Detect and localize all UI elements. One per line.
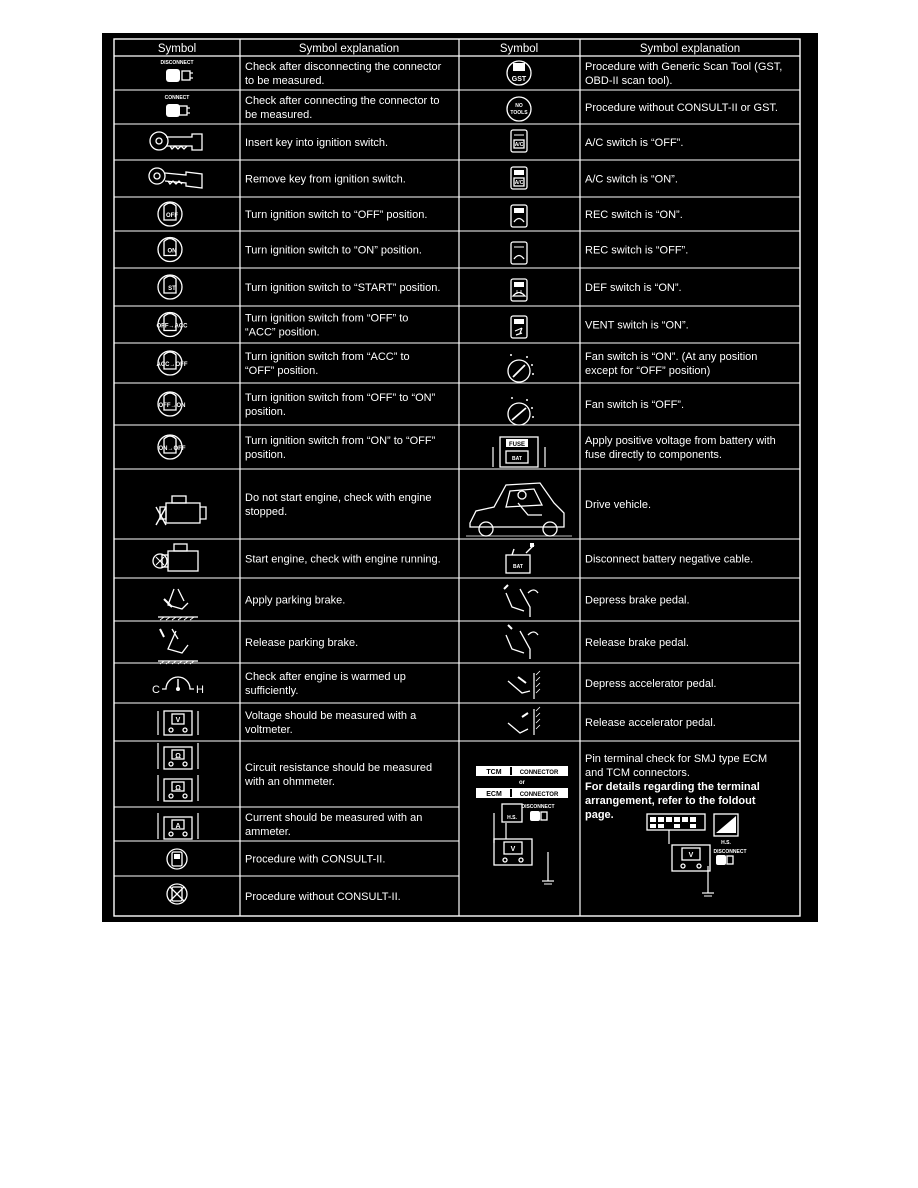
right-explanation-line: VENT switch is “ON”.	[585, 319, 689, 332]
svg-text:ON: ON	[167, 248, 177, 255]
svg-text:A/C: A/C	[514, 180, 524, 186]
svg-text:DISCONNECT: DISCONNECT	[713, 849, 747, 855]
svg-text:H.S.: H.S.	[507, 815, 517, 821]
header-explanation-left: Symbol explanation	[298, 43, 400, 55]
right-explanation-line: DEF switch is “ON”.	[585, 282, 682, 294]
header-symbol-left: Symbol	[157, 43, 197, 55]
left-explanation-line: Procedure with CONSULT-II.	[245, 853, 386, 866]
svg-text:TCM: TCM	[486, 769, 502, 776]
svg-text:V: V	[510, 846, 516, 853]
right-explanation-line: Fan switch is “OFF”.	[585, 399, 685, 411]
svg-text:GST: GST	[511, 76, 527, 83]
left-explanation-line: Turn ignition switch from “ON” to “OFF”	[245, 435, 436, 447]
right-explanation-line: Depress accelerator pedal.	[585, 678, 717, 690]
svg-text:NO: NO	[515, 103, 523, 109]
left-explanation-line: voltmeter.	[245, 724, 293, 736]
left-explanation-line: Voltage should be measured with a	[245, 710, 417, 722]
svg-text:ECM: ECM	[486, 791, 502, 798]
svg-text:OFF→ACC: OFF→ACC	[156, 323, 188, 330]
symbol-table-sheet	[102, 33, 818, 922]
right-explanation-line: A/C switch is “OFF”.	[585, 137, 684, 149]
svg-text:BAT: BAT	[512, 456, 522, 462]
left-explanation-line: Release parking brake.	[245, 637, 359, 649]
left-explanation-line: Check after engine is warmed up	[245, 671, 406, 683]
left-explanation-line: Start engine, check with engine running.	[245, 553, 441, 566]
left-explanation-line: be measured.	[245, 109, 313, 121]
left-explanation-line: Procedure without CONSULT-II.	[245, 891, 401, 903]
svg-text:DISCONNECT: DISCONNECT	[160, 60, 194, 66]
left-explanation-line: position.	[245, 449, 286, 461]
left-explanation-line: Check after disconnecting the connector	[245, 61, 442, 73]
left-explanation-line: Current should be measured with an	[245, 812, 423, 824]
left-explanation-line: Turn ignition switch from “ACC” to	[245, 351, 410, 363]
svg-text:H: H	[196, 684, 204, 696]
svg-text:DISCONNECT: DISCONNECT	[521, 804, 555, 810]
svg-text:V: V	[688, 852, 694, 859]
svg-text:CONNECT: CONNECT	[164, 95, 190, 101]
svg-text:A: A	[175, 823, 181, 830]
left-explanation-line: Turn ignition switch from “OFF” to “ON”	[245, 392, 436, 404]
right-explanation-line: Procedure with Generic Scan Tool (GST,	[585, 61, 783, 73]
pin-check-line-2: and TCM connectors.	[585, 767, 690, 779]
symbol-table	[102, 33, 818, 922]
pin-check-note-3: page.	[585, 809, 614, 821]
right-explanation-line: fuse directly to components.	[585, 449, 722, 461]
pin-check-note-1: For details regarding the terminal	[585, 781, 760, 793]
left-explanation-line: position.	[245, 406, 286, 418]
svg-text:H.S.: H.S.	[721, 840, 731, 846]
left-explanation-line: Apply parking brake.	[245, 594, 346, 607]
right-explanation-line: Apply positive voltage from battery with	[585, 435, 776, 447]
left-explanation-line: Do not start engine, check with engine	[245, 492, 432, 504]
svg-text:FUSE: FUSE	[508, 442, 526, 448]
svg-text:OFF: OFF	[166, 213, 178, 219]
left-explanation-line: Check after connecting the connector to	[245, 95, 440, 107]
pin-check-note-2: arrangement, refer to the foldout	[585, 795, 756, 807]
svg-text:V: V	[175, 717, 181, 724]
svg-text:ON→OFF: ON→OFF	[158, 446, 186, 452]
svg-text:CONNECTOR: CONNECTOR	[519, 792, 559, 798]
svg-text:OFF→ON: OFF→ON	[158, 403, 186, 409]
left-explanation-line: stopped.	[245, 506, 288, 518]
header-explanation-right: Symbol explanation	[639, 43, 741, 55]
svg-text:or: or	[519, 780, 525, 786]
svg-text:TOOLS: TOOLS	[510, 110, 528, 116]
svg-text:A/C: A/C	[514, 142, 524, 148]
svg-text:BAT: BAT	[513, 564, 523, 570]
svg-text:Ω: Ω	[175, 785, 181, 792]
left-explanation-line: with an ohmmeter.	[245, 776, 335, 788]
left-explanation-line: “ACC” position.	[245, 326, 320, 339]
left-explanation-line: Turn ignition switch from “OFF” to	[245, 312, 409, 325]
right-explanation-line: Procedure without CONSULT-II or GST.	[585, 102, 778, 114]
svg-text:ACC→OFF: ACC→OFF	[156, 362, 188, 368]
right-explanation-line: Depress brake pedal.	[585, 594, 690, 607]
svg-text:ST: ST	[168, 286, 176, 292]
left-explanation-line: to be measured.	[245, 75, 325, 87]
svg-text:Ω: Ω	[175, 753, 181, 760]
left-explanation-line: Turn ignition switch to “START” position.	[245, 282, 441, 294]
left-explanation-line: Turn ignition switch to “ON” position.	[245, 244, 422, 257]
left-explanation-line: Insert key into ignition switch.	[245, 137, 389, 149]
left-explanation-line: Remove key from ignition switch.	[245, 173, 406, 186]
left-explanation-line: “OFF” position.	[245, 365, 319, 377]
right-explanation-line: REC switch is “ON”.	[585, 209, 683, 221]
right-explanation-line: OBD-II scan tool).	[585, 75, 673, 87]
right-explanation-line: Release accelerator pedal.	[585, 717, 716, 729]
right-explanation-line: A/C switch is “ON”.	[585, 173, 678, 186]
left-explanation-line: sufficiently.	[245, 685, 299, 697]
right-explanation-line: Disconnect battery negative cable.	[585, 553, 754, 566]
right-explanation-line: except for “OFF” position)	[585, 365, 711, 377]
left-explanation-line: Turn ignition switch to “OFF” position.	[245, 209, 428, 221]
left-explanation-line: Circuit resistance should be measured	[245, 762, 433, 774]
header-symbol-right: Symbol	[499, 43, 539, 55]
pin-check-line-1: Pin terminal check for SMJ type ECM	[585, 753, 768, 765]
right-explanation-line: Release brake pedal.	[585, 637, 689, 649]
svg-text:CONNECTOR: CONNECTOR	[519, 770, 559, 776]
right-explanation-line: REC switch is “OFF”.	[585, 244, 689, 257]
left-explanation-line: ammeter.	[245, 826, 291, 838]
svg-text:C: C	[152, 684, 160, 696]
right-explanation-line: Fan switch is “ON”. (At any position	[585, 351, 758, 363]
right-explanation-line: Drive vehicle.	[585, 499, 652, 511]
